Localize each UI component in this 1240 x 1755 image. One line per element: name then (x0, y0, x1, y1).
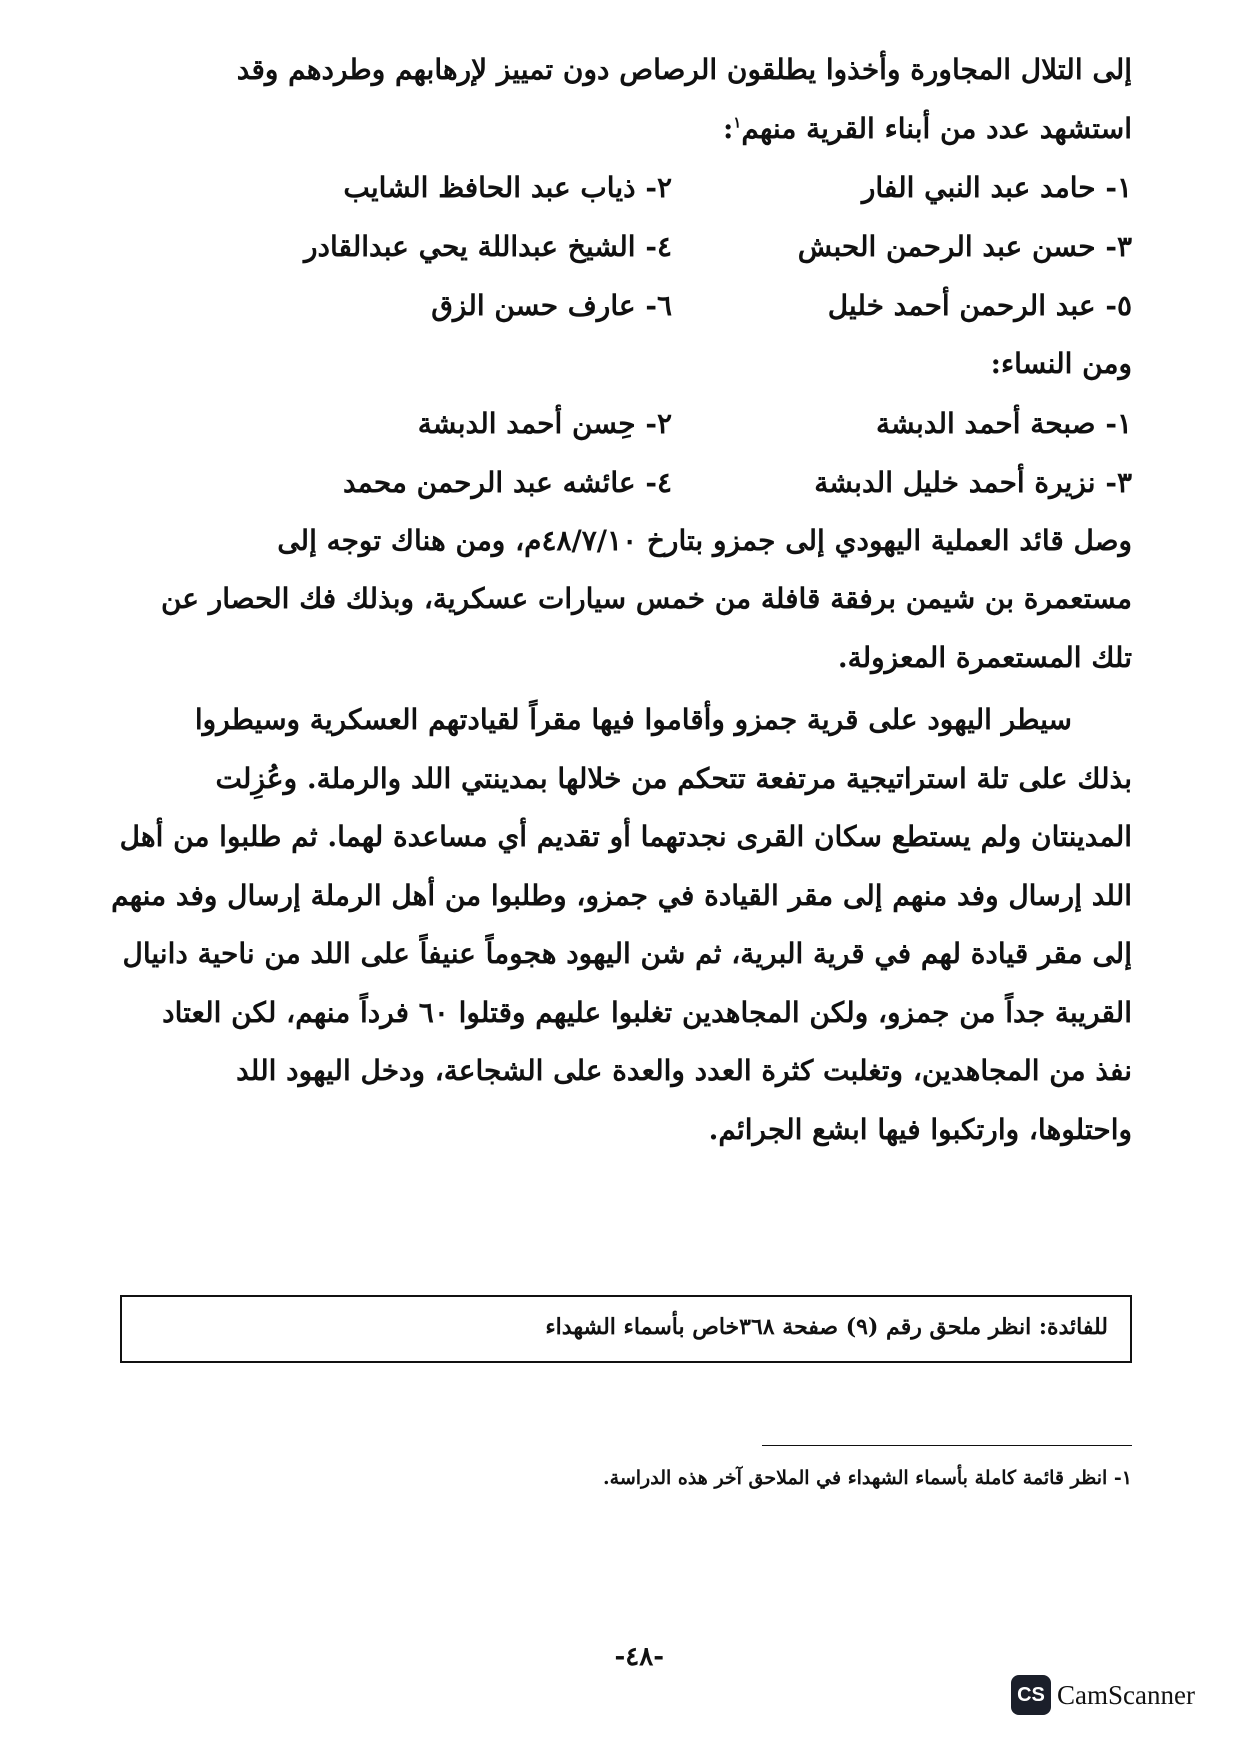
paragraph-line: واحتلوها، وارتكبوا فيها ابشع الجرائم. (708, 1112, 1132, 1146)
martyr-name: ٤- الشيخ عبداللة يحي عبدالقادر (304, 230, 672, 263)
martyr-name: ٣- نزيرة أحمد خليل الدبشة (814, 465, 1132, 499)
martyr-name: ٤- عائشه عبد الرحمن محمد (342, 465, 672, 499)
intro-line-2-text: استشهد عدد من أبناء القرية منهم (741, 112, 1132, 145)
paragraph-line: اللد إرسال وفد منهم إلى مقر القيادة في جمزو، وطلبوا من أهل الرملة إرسال وفد منهم (111, 878, 1132, 912)
footnote: ١- انظر قائمة كاملة بأسماء الشهداء في الملاحق آخر هذه الدراسة. (603, 1467, 1132, 1489)
page-number: -٤٨- (614, 1642, 664, 1672)
intro-line-2-colon: : (722, 112, 734, 145)
intro-line-1: إلى التلال المجاورة وأخذوا يطلقون الرصاص دون تمييز لإرهابهم وطردهم وقد (236, 53, 1132, 86)
martyr-name: ١- صبحة أحمد الدبشة (876, 406, 1132, 440)
footnote-divider (762, 1445, 1132, 1446)
martyrs-men-list (112, 158, 1132, 335)
martyr-name: ١- حامد عبد النبي الفار (861, 171, 1132, 204)
paragraph-line: نفذ من المجاهدين، وتغلبت كثرة العدد والعدة على الشجاعة، ودخل اليهود اللد (236, 1054, 1132, 1087)
martyr-name: ٣- حسن عبد الرحمن الحبش (797, 230, 1132, 263)
martyr-name: ٥- عبد الرحمن أحمد خليل (827, 289, 1132, 322)
martyr-name: ٢- حِسن أحمد الدبشة (417, 406, 672, 440)
paragraph-line: القريبة جداً من جمزو، ولكن المجاهدين تغلبوا عليهم وقتلوا ٦٠ فرداً منهم، لكن العتاد (162, 995, 1132, 1029)
camscanner-label: CamScanner (1057, 1679, 1195, 1710)
paragraph-line: بذلك على تلة استراتيجية مرتفعة تتحكم من خلالها بمدينتي اللد والرملة. وعُزِلت (215, 761, 1132, 795)
paragraph-line: المدينتان ولم يستطع سكان القرى نجدتهما أو تقديم أي مساعدة لهما. ثم طلبوا من أهل (119, 820, 1132, 853)
footnote-ref: ١ (733, 113, 742, 132)
document-page (112, 40, 1132, 1680)
camscanner-logo-icon: CS (1011, 1675, 1051, 1715)
paragraph-line: إلى مقر قيادة لهم في قرية البرية، ثم شن اليهود هجوماً عنيفاً على اللد من ناحية دانيال (122, 937, 1132, 970)
paragraph-line: وصل قائد العملية اليهودي إلى جمزو بتارخ ٤٨/٧/١٠م، ومن هناك توجه إلى (277, 523, 1132, 557)
intro-line-2 (112, 99, 1132, 158)
intro-text (112, 40, 1132, 158)
paragraph-2 (112, 691, 1132, 1159)
paragraph-line: مستعمرة بن شيمن برفقة قافلة من خمس سيارات عسكرية، وبذلك فك الحصار عن (160, 582, 1132, 615)
paragraph-1 (112, 512, 1132, 688)
martyr-name: ٦- عارف حسن الزق (431, 289, 672, 322)
paragraph-line: سيطر اليهود على قرية جمزو وأقاموا فيها مقراً لقيادتهم العسكرية وسيطروا (194, 703, 1072, 736)
camscanner-watermark (1011, 1675, 1195, 1715)
martyr-name: ٢- ذياب عبد الحافظ الشايب (343, 171, 672, 204)
martyrs-women-list (112, 394, 1132, 512)
paragraph-line: تلك المستعمرة المعزولة. (837, 640, 1132, 674)
note-box: للفائدة: انظر ملحق رقم (٩) صفحة ٣٦٨خاص بأسماء الشهداء (120, 1295, 1132, 1363)
women-heading: ومن النساء: (990, 347, 1132, 380)
